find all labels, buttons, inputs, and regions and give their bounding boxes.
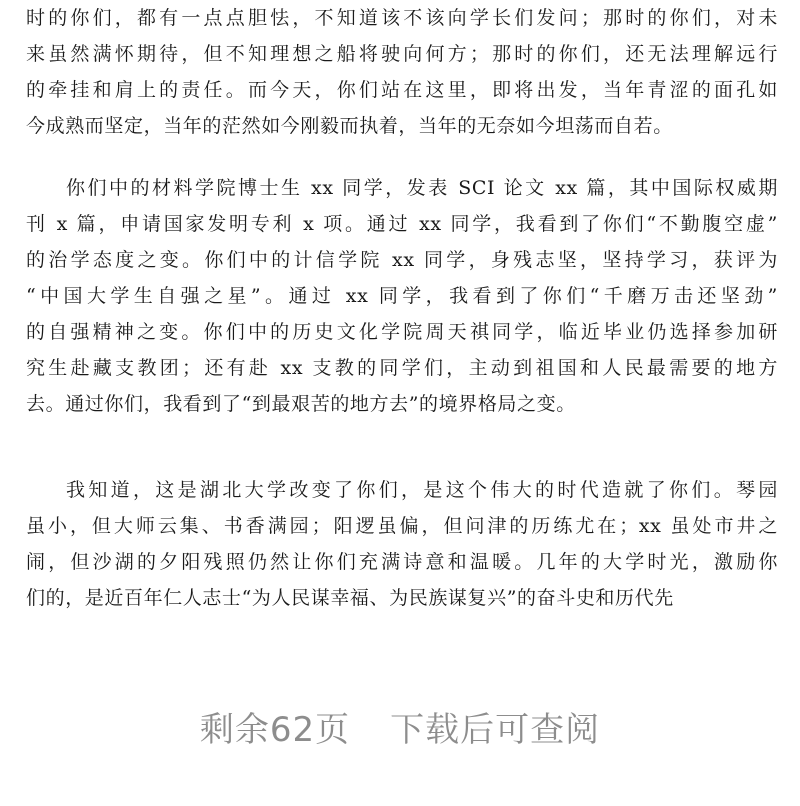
text-line: 今成熟而坚定，当年的茫然如今刚毅而执着，当年的无奈如今坦荡而自若。 bbox=[26, 115, 673, 137]
text-line: 时的你们，都有一点点胆怯，不知道该不该向学长们发问；那时的你们，对未 bbox=[26, 7, 778, 29]
text-line: 你们中的材料学院博士生 xx 同学，发表 SCI 论文 xx 篇，其中国际权威期 bbox=[66, 177, 778, 199]
text-line: 去。通过你们，我看到了“到最艰苦的地方去”的境界格局之变。 bbox=[26, 393, 576, 415]
text-line: “中国大学生自强之星”。通过 xx 同学，我看到了你们“千磨万击还坚劲” bbox=[26, 285, 778, 307]
text-line: 我知道，这是湖北大学改变了你们，是这个伟大的时代造就了你们。琴园 bbox=[66, 479, 778, 501]
text-line: 刊 x 篇，申请国家发明专利 x 项。通过 xx 同学，我看到了你们“不勤腹空虚” bbox=[26, 213, 778, 235]
text-line: 的牵挂和肩上的责任。而今天，你们站在这里，即将出发，当年青涩的面孔如 bbox=[26, 79, 778, 101]
download-prompt-footer[interactable] bbox=[0, 700, 800, 760]
text-line: 们的，是近百年仁人志士“为人民谋幸福、为民族谋复兴”的奋斗史和历代先 bbox=[26, 587, 674, 609]
text-line: 的自强精神之变。你们中的历史文化学院周天祺同学，临近毕业仍选择参加研 bbox=[26, 321, 778, 343]
text-line: 来虽然满怀期待，但不知理想之船将驶向何方；那时的你们，还无法理解远行 bbox=[26, 43, 778, 65]
text-line: 究生赴藏支教团；还有赴 xx 支教的同学们，主动到祖国和人民最需要的地方 bbox=[26, 357, 778, 379]
text-line: 虽小，但大师云集、书香满园；阳逻虽偏，但问津的历练尤在；xx 虽处市井之 bbox=[26, 515, 778, 537]
remaining-pages-label: 剩余62页 bbox=[199, 710, 351, 750]
download-to-read-label[interactable]: 下载后可查阅 bbox=[390, 710, 601, 750]
text-line: 闹，但沙湖的夕阳残照仍然让你们充满诗意和温暖。几年的大学时光，激励你 bbox=[26, 551, 778, 573]
text-line: 的治学态度之变。你们中的计信学院 xx 同学，身残志坚，坚持学习，获评为 bbox=[26, 249, 778, 271]
